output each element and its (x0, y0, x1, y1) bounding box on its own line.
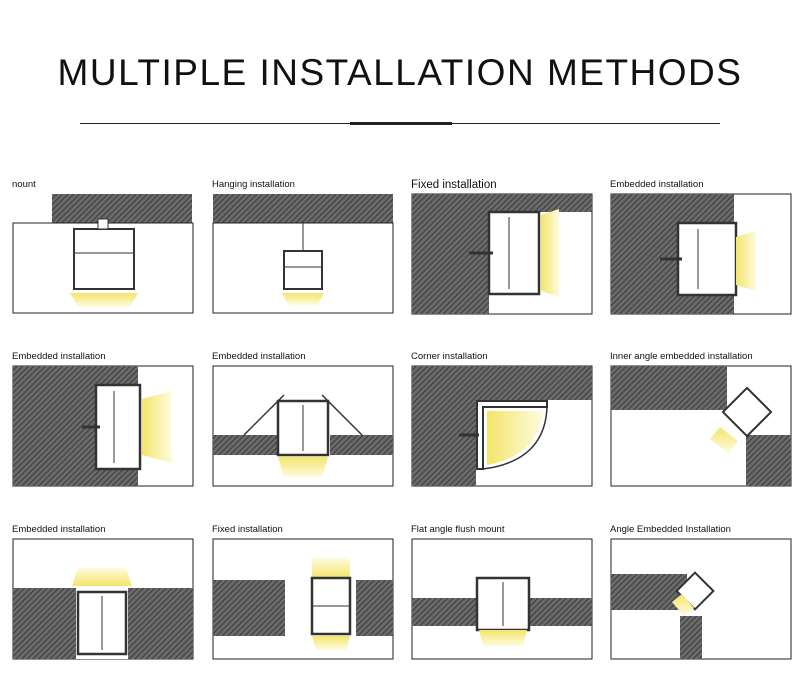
panel-embedded-3 (212, 351, 395, 501)
panel-label: Fixed installation (212, 524, 283, 535)
fixed-diagram (411, 193, 593, 317)
panel-label: Hanging installation (212, 179, 295, 190)
hanging-diagram (212, 193, 394, 317)
panel-inner-angle (610, 351, 793, 501)
fixed-diagram-2 (212, 538, 394, 662)
title-divider-accent (350, 122, 452, 125)
surface-mount-diagram (12, 193, 194, 317)
embedded-diagram-4 (12, 538, 194, 662)
page-title: MULTIPLE INSTALLATION METHODS (57, 52, 743, 93)
panel-surface-mount (12, 179, 195, 329)
inner-angle-diagram (610, 365, 792, 489)
panel-label: nount (12, 179, 36, 190)
corner-diagram (411, 365, 593, 489)
panel-label: Angle Embedded Installation (610, 524, 731, 535)
flat-angle-diagram (411, 538, 593, 662)
panel-corner (411, 351, 594, 501)
embedded-diagram-3 (212, 365, 394, 489)
panel-embedded-2 (12, 351, 195, 501)
embedded-diagram-2 (12, 365, 194, 489)
panel-embedded-4 (12, 524, 195, 674)
panel-fixed-2 (212, 524, 395, 674)
panel-label: Embedded installation (12, 524, 106, 535)
angle-embedded-diagram (610, 538, 792, 662)
panel-fixed (411, 179, 594, 329)
panel-label: Corner installation (411, 351, 488, 362)
panel-label: Inner angle embedded installation (610, 351, 753, 362)
panel-angle-embedded (610, 524, 793, 674)
panel-label: Flat angle flush mount (411, 524, 505, 535)
panel-label: Fixed installation (411, 179, 497, 191)
panel-label: Embedded installation (12, 351, 106, 362)
embedded-diagram-1 (610, 193, 792, 317)
panel-label: Embedded installation (212, 351, 306, 362)
panel-label: Embedded installation (610, 179, 704, 190)
panel-hanging (212, 179, 395, 329)
panel-flat-angle (411, 524, 594, 674)
panel-embedded-1 (610, 179, 793, 329)
